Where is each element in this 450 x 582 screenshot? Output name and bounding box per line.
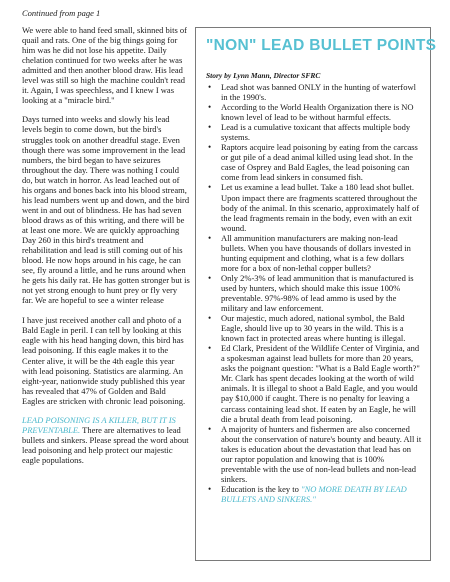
list-item: • Let us examine a lead bullet. Take a 180 lead shot bullet. Upon impact there are fragments scattered throughout the body of the animal. In this scenario, approximately half of the lead fragments remain in the body, even with an exit wound. (206, 182, 422, 232)
article-paragraph: We were able to hand feed small, skinned bits of quail and rats. One of the big things going for him was he did not lose his appetite. Daily chelation continued for two weeks after he was admitted and then another blood draw. His lead level was still so high the machine couldn't read it. Again, I was speechless, and I knew I was looking at a "miracle bird." (22, 25, 188, 106)
bullet-points-sidebar (195, 27, 437, 561)
callout-text: LEAD POISONING IS A KILLER, BUT IT IS PREVENTABLE. (22, 414, 176, 435)
article-paragraph: Days turned into weeks and slowly his lead levels begin to come down, but the bird's struggles took on another dreadful stage. Even though there was some improvement in the lead numbers, the bird began to have seizures throughout the day. There was nothing I could do, but watch in horror. As lead leached out of his organs and bones back into his blood stream, his lead numbers went up and down, and the bird went in and out of blindness. He has had seven blood draws as of this writing, and there will be at least one more. We are quickly approaching Day 260 in this bird's treatment and rehabilitation and lead is still coming out of his blood. He now hops around in his cage, he can see, fly around a little, and he runs around when he gets his daily rat. He has gotten stronger but is not yet strong enough to hunt prey or fly very far. We are hopeful to see a winter release (22, 114, 190, 306)
list-item-text: Education is the key to (221, 483, 302, 494)
list-item: • Lead shot was banned ONLY in the hunting of waterfowl in the 1990's. (206, 82, 422, 102)
list-item: • Only 2%-3% of lead ammunition that is manufactured is used by hunters, which should make this issue 100% preventable. 97%-98% of lead ammo is used by the military and law enforcement. (206, 273, 422, 313)
sidebar-title: "NON" LEAD BULLET POINTS (206, 37, 437, 54)
list-item: • Raptors acquire lead poisoning by eating from the carcass or gut pile of a dead animal killed using lead shot. In the case of Osprey and Bald Eagles, the lead poisoning can come from lead sinkers in consumed fish. (206, 142, 422, 182)
list-item: • Lead is a cumulative toxicant that affects multiple body systems. (206, 122, 422, 142)
list-item: • Ed Clark, President of the Wildlife Center of Virginia, and a spokesman against lead bullets for more than 20 years, asks the poignant question: "What is a Bald Eagle worth?" Mr. Clark has spent decades looking at the worth of wild animals. It is illegal to shoot a Bald Eagle, and you would pay $10,000 if caught. There is no penalty for leaving a carcass containing lead shot. If eaten by an Eagle, he will die a brutal death from lead poisoning. (206, 343, 422, 423)
bullet-list (206, 82, 422, 504)
closing-paragraph (22, 415, 190, 465)
list-item: • A majority of hunters and fishermen are also concerned about the conservation of nature's bounty and beauty. All it takes is education about the devastation that lead has on our raptor population and knowing that is 100% preventable with the use of non-lead bullets and non-lead sinkers. (206, 424, 422, 484)
list-item: • All ammunition manufacturers are making non-lead bullets. When you have thousands of dollars invested in hunting equipment and clothing, what is a few dollars more for a box of non-lethal copper bullets? (206, 233, 422, 273)
article-paragraph: I have just received another call and photo of a Bald Eagle in peril. I can tell by looking at this eagle with his head hanging down, this bird has lead poisoning. If this eagle makes it to the Center alive, it will be the 4th eagle this year with lead poisoning. Statistics are alarming. An eight-year, nationwide study published this year has revealed that 47% of Golden and Bald Eagles are stricken with chronic lead poisoning. (22, 315, 186, 406)
list-item: • Our majestic, much adored, national symbol, the Bald Eagle, should live up to 30 years in the wild. This is a known fact in protected areas where hunting is illegal. (206, 313, 422, 343)
byline: Story by Lynn Mann, Director SFRC (206, 71, 321, 80)
main-article-column (22, 8, 190, 474)
slogan-text: "NO MORE DEATH BY LEAD BULLETS AND SINKERS." (221, 483, 407, 504)
list-item: • According to the World Health Organization there is NO known level of lead to be without harmful effects. (206, 102, 422, 122)
list-item (206, 484, 422, 504)
closing-text: There are alternatives to lead bullets and sinkers. Please spread the word about lead poisoning and help protect our majestic eagle populations. (22, 424, 189, 465)
continued-note: Continued from page 1 (22, 8, 101, 18)
